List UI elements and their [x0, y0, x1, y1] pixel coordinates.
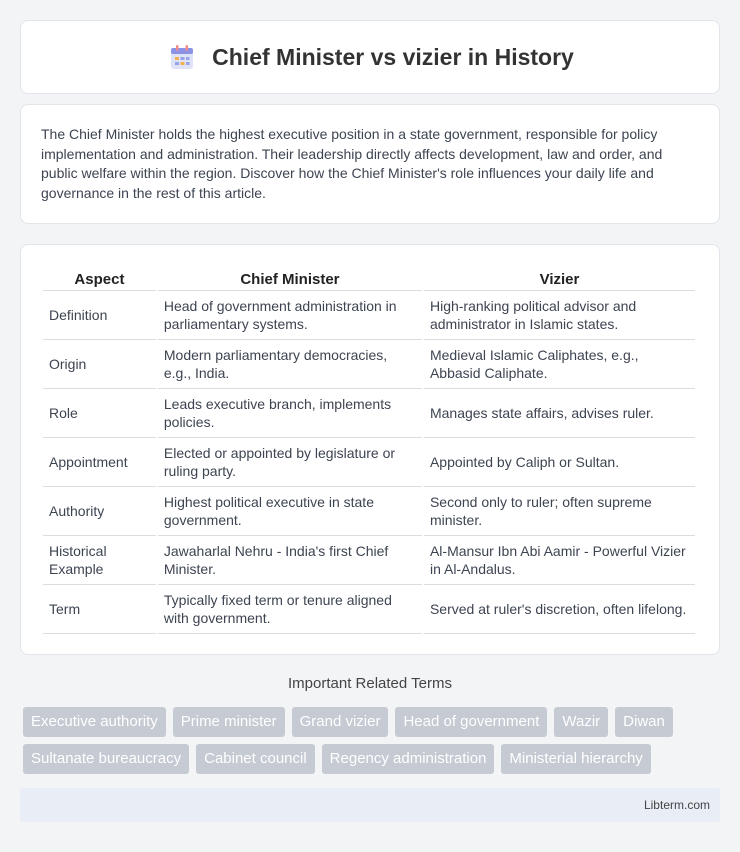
footer-site-link[interactable]: Libterm.com	[643, 798, 710, 812]
chief-minister-cell: Highest political executive in state government.	[158, 487, 422, 536]
table-row	[43, 438, 695, 487]
vizier-cell: Al-Mansur Ibn Abi Aamir - Powerful Vizier in Al-Andalus.	[424, 536, 695, 585]
header-card	[20, 20, 720, 94]
table-row	[43, 585, 695, 634]
comparison-card	[20, 244, 720, 655]
table-row	[43, 389, 695, 438]
aspect-cell: Term	[43, 585, 156, 634]
tag-wazir[interactable]: Wazir	[554, 707, 608, 737]
vizier-cell: Appointed by Caliph or Sultan.	[424, 438, 695, 487]
chief-minister-cell: Leads executive branch, implements policies.	[158, 389, 422, 438]
tag-executive-authority[interactable]: Executive authority	[23, 707, 166, 737]
tag-regency-administration[interactable]: Regency administration	[322, 744, 495, 774]
vizier-cell: Manages state affairs, advises ruler.	[424, 389, 695, 438]
header-chief-minister: Chief Minister	[158, 265, 422, 291]
chief-minister-cell: Modern parliamentary democracies, e.g., India.	[158, 340, 422, 389]
intro-card	[20, 104, 720, 224]
vizier-cell: High-ranking political advisor and administrator in Islamic states.	[424, 291, 695, 340]
header-aspect: Aspect	[43, 265, 156, 291]
table-header-row	[43, 265, 695, 291]
vizier-cell: Served at ruler's discretion, often lifelong.	[424, 585, 695, 634]
tag-prime-minister[interactable]: Prime minister	[173, 707, 285, 737]
header-vizier: Vizier	[424, 265, 695, 291]
aspect-cell: Origin	[43, 340, 156, 389]
chief-minister-cell: Jawaharlal Nehru - India's first Chief Minister.	[158, 536, 422, 585]
chief-minister-cell: Typically fixed term or tenure aligned with government.	[158, 585, 422, 634]
tag-cabinet-council[interactable]: Cabinet council	[196, 744, 315, 774]
chief-minister-cell: Elected or appointed by legislature or ruling party.	[158, 438, 422, 487]
vizier-cell: Medieval Islamic Caliphates, e.g., Abbasid Caliphate.	[424, 340, 695, 389]
tag-sultanate-bureaucracy[interactable]: Sultanate bureaucracy	[23, 744, 189, 774]
intro-text: The Chief Minister holds the highest executive position in a state government, responsible for policy implementation and administration. Their leadership directly affects development, law and order, and public welfare within the region. Discover how the Chief Minister's role influences your daily life and governance in the rest of this article.	[41, 126, 663, 201]
aspect-cell: Historical Example	[43, 536, 156, 585]
aspect-cell: Authority	[43, 487, 156, 536]
tag-grand-vizier[interactable]: Grand vizier	[292, 707, 389, 737]
calendar-icon	[166, 41, 198, 73]
chief-minister-cell: Head of government administration in parliamentary systems.	[158, 291, 422, 340]
tag-diwan[interactable]: Diwan	[615, 707, 673, 737]
related-terms-title: Important Related Terms	[288, 675, 452, 692]
tag-ministerial-hierarchy[interactable]: Ministerial hierarchy	[501, 744, 650, 774]
comparison-table	[41, 265, 697, 634]
vizier-cell: Second only to ruler; often supreme minister.	[424, 487, 695, 536]
aspect-cell: Role	[43, 389, 156, 438]
aspect-cell: Definition	[43, 291, 156, 340]
table-row	[43, 536, 695, 585]
related-terms-list	[23, 707, 723, 774]
table-row	[43, 487, 695, 536]
table-row	[43, 340, 695, 389]
footer	[20, 788, 720, 822]
table-row	[43, 291, 695, 340]
tag-head-of-government[interactable]: Head of government	[395, 707, 547, 737]
page-title: Chief Minister vs vizier in History	[212, 43, 574, 70]
aspect-cell: Appointment	[43, 438, 156, 487]
